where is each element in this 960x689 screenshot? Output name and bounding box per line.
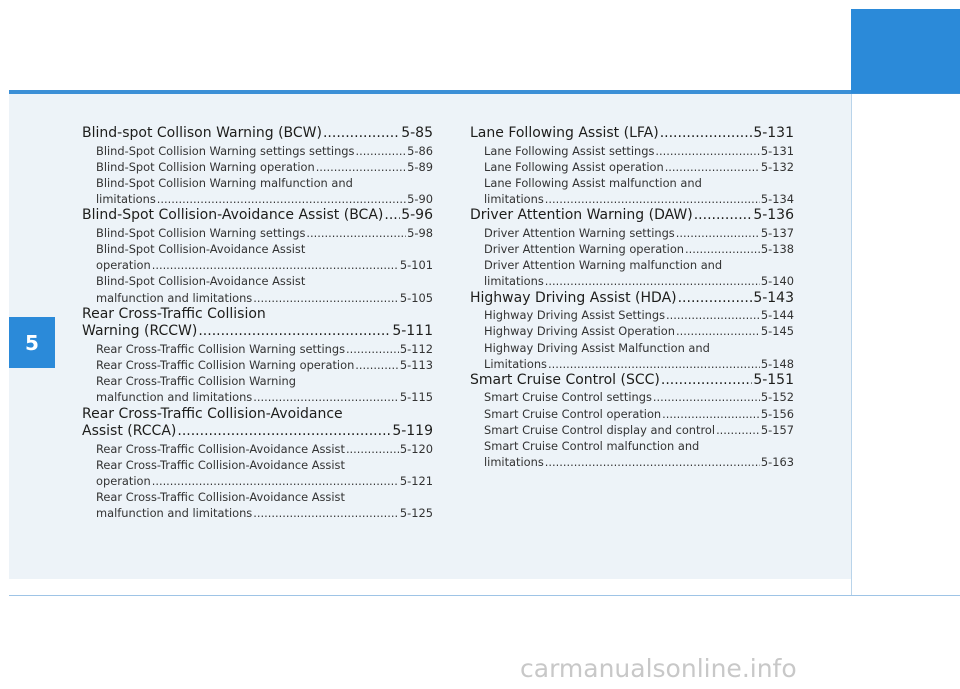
- toc-entry-text: Smart Cruise Control settings: [484, 390, 652, 405]
- toc-entry-text: Smart Cruise Control operation: [484, 406, 662, 421]
- toc-entry-text: Lane Following Assist settings: [484, 143, 655, 158]
- toc-entry-text: Lane Following Assist operation: [484, 159, 664, 174]
- side-divider: [851, 94, 852, 595]
- toc-entry[interactable]: [82, 341, 433, 357]
- toc-section: [470, 372, 794, 471]
- page-number: 5-89: [407, 159, 433, 174]
- page-number: 5-131: [760, 143, 794, 158]
- dot-leader: [676, 225, 760, 241]
- toc-entry[interactable]: [470, 422, 794, 438]
- toc-heading-text: Blind-spot Collison Warning (BCW): [82, 125, 322, 141]
- toc-section: [82, 306, 433, 406]
- dot-leader: [716, 422, 760, 438]
- toc-heading-text: Driver Attention Warning (DAW): [470, 207, 693, 224]
- toc-heading[interactable]: [82, 423, 433, 441]
- dot-leader: [660, 125, 753, 143]
- toc-entry[interactable]: [82, 143, 433, 159]
- toc-entry-line[interactable]: Rear Cross-Traffic Collision-Avoidance Assist: [96, 457, 345, 472]
- toc-section: [82, 125, 433, 207]
- toc-entry-text: limitations: [484, 274, 544, 289]
- page-number: 5-148: [760, 356, 794, 371]
- dot-leader: [666, 307, 760, 323]
- chapter-tab[interactable]: 5: [9, 317, 55, 368]
- toc-entry[interactable]: [82, 159, 433, 175]
- toc-entry[interactable]: [82, 225, 433, 241]
- page-number: 5-111: [392, 323, 433, 340]
- toc-left-column: [82, 125, 433, 522]
- page-number: 5-132: [760, 159, 794, 174]
- toc-entry[interactable]: [82, 441, 433, 457]
- page-number: 5-151: [753, 371, 794, 388]
- page-number: 5-145: [760, 324, 794, 339]
- dot-leader: [653, 389, 760, 405]
- page-number: 5-112: [399, 341, 433, 356]
- toc-entry-line[interactable]: Blind-Spot Collision-Avoidance Assist: [96, 242, 306, 257]
- dot-leader: [306, 225, 406, 241]
- toc-entry-text: Rear Cross-Traffic Collision Warning operation: [96, 358, 355, 373]
- toc-entry-line[interactable]: Highway Driving Assist Malfunction and: [484, 340, 710, 355]
- page-number: 5-121: [399, 474, 433, 489]
- toc-entry-line[interactable]: Rear Cross-Traffic Collision-Avoidance Assist: [96, 490, 345, 505]
- dot-leader: [346, 441, 399, 457]
- page-number: 5-86: [407, 143, 433, 158]
- toc-entry-text: Limitations: [484, 356, 547, 371]
- bottom-rule: [9, 595, 960, 596]
- dot-leader: [662, 406, 760, 422]
- dot-leader: [655, 143, 759, 159]
- dot-leader: [545, 191, 760, 207]
- dot-leader: [323, 125, 400, 143]
- toc-entry-text: malfunction and limitations: [96, 506, 253, 521]
- toc-section: [470, 207, 794, 289]
- toc-entry-text: Blind-Spot Collision Warning settings: [96, 225, 306, 240]
- page-number: 5-113: [399, 358, 433, 373]
- toc-entry[interactable]: [82, 357, 433, 373]
- dot-leader: [157, 191, 406, 207]
- page-number: 5-138: [760, 242, 794, 257]
- dot-leader: [665, 159, 760, 175]
- dot-leader: [198, 323, 391, 341]
- page-number: 5-163: [760, 455, 794, 470]
- dot-leader: [384, 207, 400, 225]
- toc-entry[interactable]: [82, 473, 433, 489]
- page-number: 5-90: [407, 192, 433, 207]
- page-number: 5-157: [760, 422, 794, 437]
- toc-heading-text: Blind-Spot Collision-Avoidance Assist (BCA): [82, 207, 384, 224]
- toc-entry-line[interactable]: Lane Following Assist malfunction and: [484, 175, 702, 190]
- toc-entry-text: Rear Cross-Traffic Collision Warning settings: [96, 341, 346, 356]
- dot-leader: [177, 423, 391, 441]
- page-number: 5-96: [401, 207, 433, 224]
- dot-leader: [548, 356, 760, 372]
- toc-heading-text: Assist (RCCA): [82, 423, 177, 440]
- toc-entry-text: limitations: [484, 455, 544, 470]
- page-number: 5-98: [407, 225, 433, 240]
- page-number: 5-136: [753, 207, 794, 224]
- toc-heading[interactable]: [82, 323, 433, 341]
- dot-leader: [316, 159, 406, 175]
- toc-entry[interactable]: [82, 389, 433, 405]
- toc-entry[interactable]: [470, 356, 794, 372]
- watermark: carmanualsonline.info: [520, 654, 797, 683]
- toc-heading[interactable]: [82, 125, 433, 143]
- dot-leader: [661, 372, 752, 390]
- toc-entry-text: Rear Cross-Traffic Collision-Avoidance Assist: [96, 441, 345, 456]
- toc-entry-text: Driver Attention Warning settings: [484, 225, 675, 240]
- toc-entry[interactable]: [470, 241, 794, 257]
- toc-heading-text: Lane Following Assist (LFA): [470, 125, 659, 141]
- toc-heading[interactable]: [470, 372, 794, 390]
- page-number: 5-131: [753, 125, 794, 141]
- toc-entry-line[interactable]: Blind-Spot Collision-Avoidance Assist: [96, 274, 306, 289]
- toc-entry[interactable]: [470, 191, 794, 207]
- dot-leader: [676, 323, 760, 339]
- toc-entry-text: limitations: [96, 192, 156, 207]
- toc-heading[interactable]: [470, 125, 794, 143]
- toc-entry[interactable]: [470, 307, 794, 323]
- page-number: 5-134: [760, 192, 794, 207]
- page-number: 5-140: [760, 274, 794, 289]
- page-number: 5-144: [760, 308, 794, 323]
- dot-leader: [253, 505, 399, 521]
- toc-heading[interactable]: [470, 290, 794, 308]
- page-number: 5-120: [399, 441, 433, 456]
- toc-entry-line[interactable]: Smart Cruise Control malfunction and: [484, 439, 700, 454]
- dot-leader: [545, 273, 760, 289]
- toc-entry-line[interactable]: Blind-Spot Collision Warning malfunction and: [96, 175, 353, 190]
- toc-entry[interactable]: [470, 159, 794, 175]
- toc-heading-text: Highway Driving Assist (HDA): [470, 289, 677, 306]
- toc-entry[interactable]: [470, 225, 794, 241]
- page-number: 5-125: [399, 506, 433, 521]
- toc-entry[interactable]: [470, 406, 794, 422]
- toc-entry-text: limitations: [484, 192, 544, 207]
- toc-entry[interactable]: [470, 143, 794, 159]
- toc-entry-text: operation: [96, 474, 151, 489]
- dot-leader: [694, 207, 753, 225]
- dot-leader: [346, 341, 399, 357]
- toc-entry-text: Blind-Spot Collision Warning settings settings: [96, 143, 355, 158]
- dot-leader: [355, 357, 399, 373]
- page-number: 5-115: [399, 390, 433, 405]
- toc-entry[interactable]: [82, 290, 433, 306]
- page-number: 5-105: [399, 290, 433, 305]
- toc-entry[interactable]: [82, 505, 433, 521]
- dot-leader: [678, 290, 753, 308]
- toc-section: [470, 125, 794, 207]
- dot-leader: [355, 143, 406, 159]
- dot-leader: [685, 241, 760, 257]
- dot-leader: [152, 473, 399, 489]
- toc-right-column: [470, 125, 794, 470]
- dot-leader: [545, 454, 760, 470]
- page-number: 5-101: [399, 258, 433, 273]
- dot-leader: [152, 257, 399, 273]
- toc-heading-text: Smart Cruise Control (SCC): [470, 371, 660, 388]
- toc-entry[interactable]: [470, 323, 794, 339]
- page-number: 5-156: [760, 406, 794, 421]
- toc-heading[interactable]: [470, 207, 794, 225]
- toc-heading[interactable]: [82, 207, 433, 225]
- toc-entry-text: Driver Attention Warning operation: [484, 242, 685, 257]
- toc-entry[interactable]: [470, 454, 794, 470]
- toc-section: [470, 290, 794, 372]
- toc-entry-text: Smart Cruise Control display and control: [484, 422, 716, 437]
- page-number: 5-143: [753, 289, 794, 306]
- toc-entry-text: operation: [96, 258, 151, 273]
- toc-section: [82, 406, 433, 522]
- toc-entry-line[interactable]: Rear Cross-Traffic Collision Warning: [96, 374, 296, 389]
- page-number: 5-119: [392, 423, 433, 440]
- toc-entry-text: malfunction and limitations: [96, 290, 253, 305]
- dot-leader: [253, 290, 399, 306]
- page-number: 5-137: [760, 225, 794, 240]
- toc-entry[interactable]: [470, 389, 794, 405]
- page-number: 5-152: [760, 390, 794, 405]
- toc-section: [82, 207, 433, 306]
- dot-leader: [253, 389, 399, 405]
- chapter-header-block: [851, 9, 960, 93]
- toc-entry-text: Highway Driving Assist Operation: [484, 324, 675, 339]
- toc-entry[interactable]: [82, 191, 433, 207]
- page-number: 5-85: [401, 125, 433, 141]
- toc-entry[interactable]: [82, 257, 433, 273]
- toc-entry-text: Blind-Spot Collision Warning operation: [96, 159, 315, 174]
- toc-heading-line[interactable]: Rear Cross-Traffic Collision: [82, 305, 266, 322]
- toc-entry-text: malfunction and limitations: [96, 390, 253, 405]
- toc-heading-text: Warning (RCCW): [82, 323, 198, 340]
- toc-heading-line[interactable]: Rear Cross-Traffic Collision-Avoidance: [82, 405, 343, 422]
- toc-entry[interactable]: [470, 273, 794, 289]
- toc-entry-line[interactable]: Driver Attention Warning malfunction and: [484, 258, 723, 273]
- toc-entry-text: Highway Driving Assist Settings: [484, 308, 665, 323]
